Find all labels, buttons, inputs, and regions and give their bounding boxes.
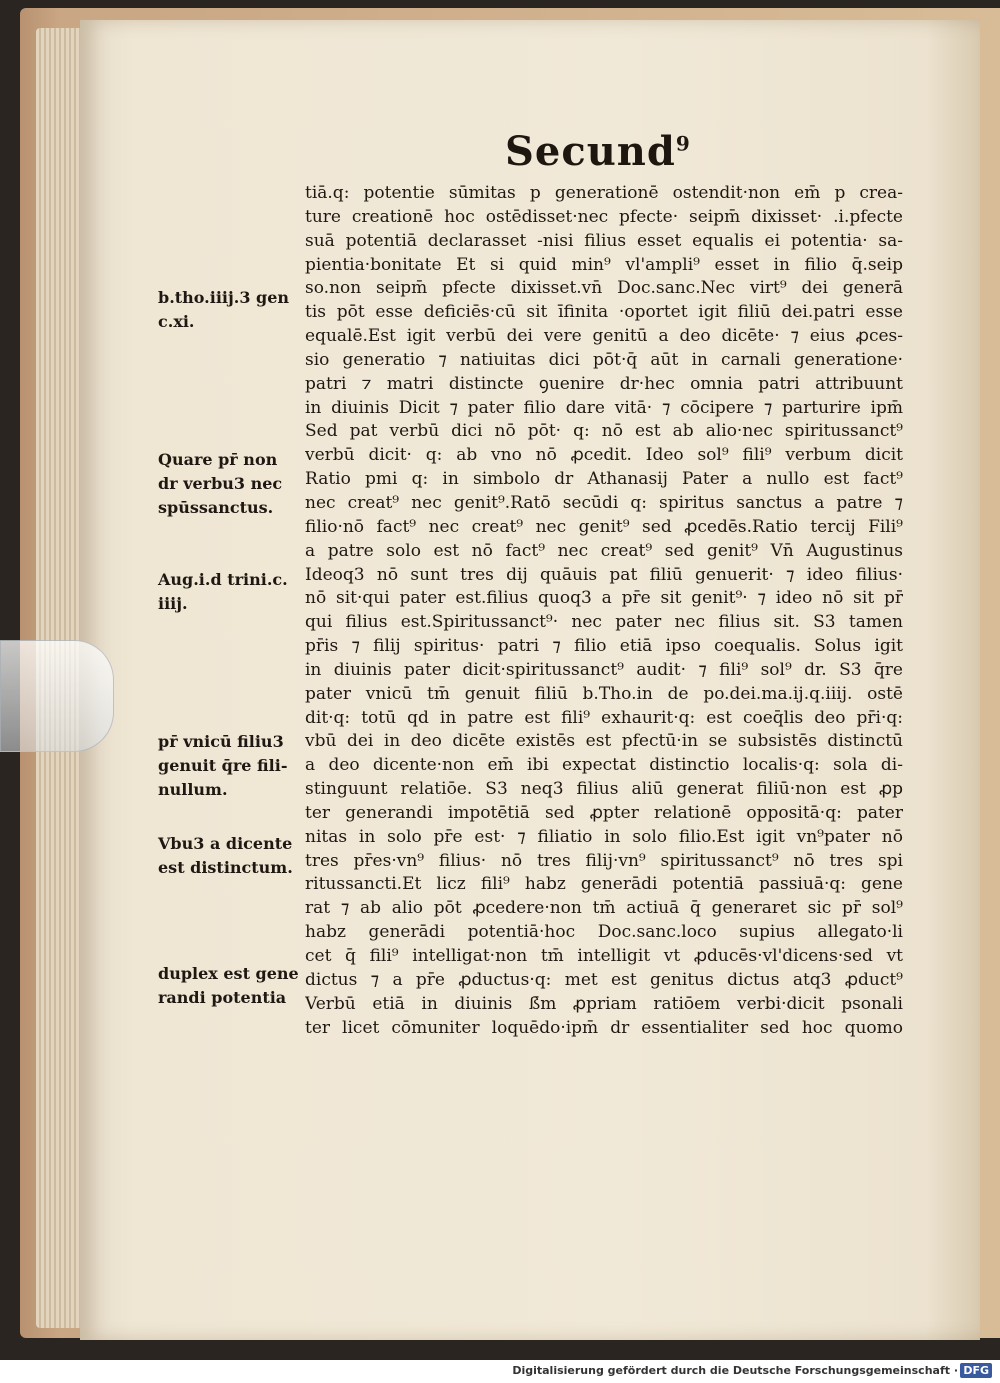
running-head (505, 128, 691, 175)
text-line: dictus ⁊ a pr̄e ꝓductus·q: met est genitus dictus atq3 ꝓduct⁹ (305, 969, 903, 990)
running-head-abbrev: 9 (675, 131, 691, 156)
marginal-note-line: pr̄ vnicū filiu3 (158, 732, 284, 751)
marginal-note (158, 832, 308, 880)
dfg-logo: DFG (960, 1363, 992, 1378)
text-line: pientia·bonitate Et si quid min⁹ vl'ampli⁹ esset in filio q̄.seip (305, 254, 903, 275)
marginal-note (158, 448, 308, 520)
text-line: sio generatio ⁊ natiuitas dici pōt·q̄ aūt in carnali generatione· (305, 349, 903, 370)
text-line: tis pōt esse deficiēs·cū sit īfinita ·oportet igit filiū dei.patri esse (305, 302, 903, 323)
marginal-note-line: iiij. (158, 594, 188, 613)
text-line: cet q̄ fili⁹ intelligat·non tm̄ intelligit vt ꝓducēs·vl'dicens·sed vt (305, 946, 903, 966)
text-line: Verbū etiā in diuinis ß̄m ꝓpriam ratiōem verbi·dicit psonali (305, 993, 903, 1014)
marginal-note (158, 962, 308, 1010)
footer-bar (0, 1360, 1000, 1383)
text-line: Sed pat verbū dici nō pōt· q: nō est ab alio·nec spiritussanct⁹ (305, 421, 903, 442)
text-line: ter generandi impotētiā sed ꝓpter relationē oppositā·q: pater (305, 802, 903, 823)
text-line: verbū dicit· q: ab vno nō ꝓcedit. Ideo sol⁹ fili⁹ verbum dicit (305, 445, 903, 466)
text-line: nō sit·qui pater est.filius quoq3 a pr̄e sit genit⁹· ⁊ ideo nō sit pr̄ (305, 588, 903, 609)
text-line: ture creationē hoc ostēdisset·nec pfecte· seipm̄ dixisset· .i.pfecte (305, 206, 903, 227)
text-line: so.non seipm̄ pfecte dixisset.vn̄ Doc.sanc.Nec virt⁹ dei generā (305, 278, 903, 299)
text-line: equalē.Est igit verbū dei vere genitū a deo dicēte· ⁊ eius ꝓces- (305, 326, 903, 347)
text-line: Ideoq3 nō sunt tres dij quāuis pat filiū genuerit· ⁊ ideo filius· (305, 564, 903, 585)
marginal-note-line: Vbu3 a dicente (158, 834, 293, 853)
text-line: a deo dicente·non em̄ ibi expectat distinctio localis·q: sola di- (305, 755, 903, 776)
text-line: ritussancti.Et licz fili⁹ habz generādi potentiā passiuā·q: gene (305, 874, 903, 895)
text-line: qui filius est.Spiritussanct⁹· nec pater nec filius sit. S3 tamen (305, 612, 903, 633)
text-line: nec creat⁹ nec genit⁹.Ratō secūdi q: spiritus sanctus a patre ⁊ (305, 492, 903, 513)
marginal-note-line: randi potentia (158, 988, 287, 1007)
marginal-note (158, 286, 308, 334)
text-line: rat ⁊ ab alio pōt ꝓcedere·non tm̄ actiuā q̄ generaret sic pr̄ sol⁹ (305, 898, 903, 919)
marginal-note-line: est distinctum. (158, 858, 293, 877)
text-line: dit·q: totū qd in patre est fili⁹ exhaurit·q: est coeq̄lis deo pr̄i·q: (305, 707, 903, 728)
main-text-block (305, 182, 903, 1040)
marginal-note-line: dr verbu3 nec (158, 474, 283, 493)
marginal-note (158, 730, 308, 802)
marginal-note-line: nullum. (158, 780, 228, 799)
marginal-note (158, 568, 308, 616)
marginal-note-line: b.tho.iiij.3 gen (158, 288, 290, 307)
text-line: vbū dei in deo dicēte existēs est pfectū·in se subsistēs distinctū (305, 731, 903, 752)
text-line: ter licet cōmuniter loquēdo·ipm̄ dr essentialiter sed hoc quomo (305, 1017, 903, 1038)
text-line: pr̄is ⁊ filij spiritus· patri ⁊ filio etiā ipso coequalis. Solus igit (305, 636, 903, 657)
text-line: stinguunt relatiōe. S3 neq3 filius aliū generat filiū·non est ꝓp (305, 779, 903, 800)
text-line: habz generādi potentiā·hoc Doc.sanc.loco supius allegato·li (305, 922, 903, 943)
text-line: tiā.q: potentie sūmitas p generationē ostendit·non em̄ p crea- (305, 183, 903, 203)
running-head-text: Secund (505, 128, 676, 175)
text-line: filio·nō fact⁹ nec creat⁹ nec genit⁹ sed ꝓcedēs.Ratio tercij Fili⁹ (305, 516, 903, 537)
text-line: in diuinis Dicit ⁊ pater filio dare vitā· ⁊ cōcipere ⁊ parturire ipm̄ (305, 397, 903, 418)
text-line: nitas in solo pr̄e est· ⁊ filiatio in solo filio.Est igit vn⁹pater nō (305, 826, 903, 847)
marginal-note-line: c.xi. (158, 312, 195, 331)
marginal-note-line: Aug.i.d trini.c. (158, 570, 288, 589)
text-line: patri ⁊ matri distincte ꝯuenire dr·hec omnia patri attribuunt (305, 373, 903, 394)
text-line: tres pr̄es·vn⁹ filius· nō tres filij·vn⁹ spiritussanct⁹ nō tres spi (305, 850, 903, 871)
marginal-note-line: spūssanctus. (158, 498, 274, 517)
text-line: Ratio pmi q: in simbolo dr Athanasij Pater a nullo est fact⁹ (305, 469, 903, 490)
text-line: pater vnicū tm̄ genuit filiū b.Tho.in de po.dei.ma.ij.q.iiij. ostē (305, 683, 903, 704)
funding-credit: Digitalisierung gefördert durch die Deutsche Forschungsgemeinschaft · (512, 1364, 958, 1377)
plastic-page-marker (0, 640, 114, 752)
marginal-note-line: genuit q̄re fili- (158, 756, 288, 775)
text-line: suā potentiā declarasset -nisi filius esset equalis ei potentia· sa- (305, 230, 903, 251)
text-line: in diuinis pater dicit·spiritussanct⁹ audit· ⁊ fili⁹ sol⁹ dr. S3 q̄re (305, 659, 903, 680)
marginal-note-line: duplex est gene (158, 964, 299, 983)
text-line: a patre solo est nō fact⁹ nec creat⁹ sed genit⁹ Vn̄ Augustinus (305, 540, 903, 561)
marginal-note-line: Quare pr̄ non (158, 450, 278, 469)
